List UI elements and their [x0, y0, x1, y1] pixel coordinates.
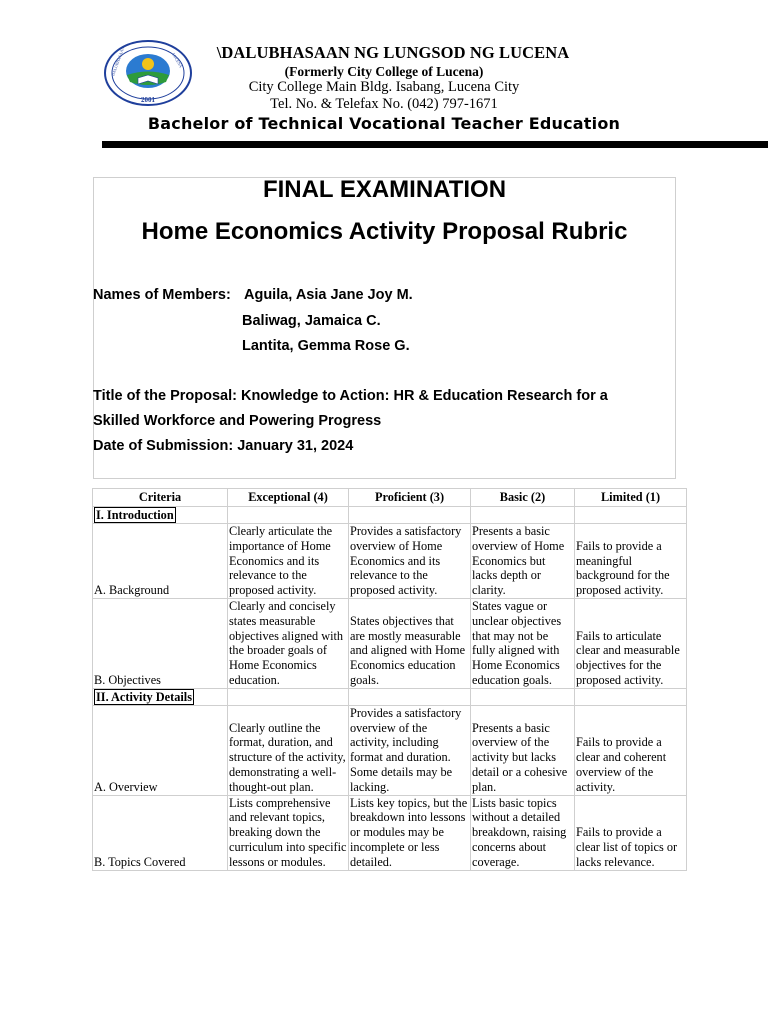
table-row [93, 524, 687, 599]
table-header-row [93, 489, 687, 507]
column-header-exceptional: Exceptional (4) [228, 489, 349, 507]
svg-text:LUCENA: LUCENA [171, 52, 184, 69]
basic-cell: States vague or unclear objectives that may not be fully aligned with Home Economics education goals. [471, 598, 575, 688]
member-name: Lantita, Gemma Rose G. [242, 338, 410, 354]
criteria-cell: A. Background [93, 524, 228, 599]
exceptional-cell: Clearly articulate the importance of Home Economics and its relevance to the proposed activity. [228, 524, 349, 599]
table-row [93, 795, 687, 870]
basic-cell: Lists basic topics without a detailed breakdown, raising concerns about coverage. [471, 795, 575, 870]
proficient-cell: Provides a satisfactory overview of Home Economics and its relevance to the proposed activity. [349, 524, 471, 599]
header-divider [102, 141, 768, 148]
table-row [93, 598, 687, 688]
address: City College Main Bldg. Isabang, Lucena City [248, 79, 520, 95]
program-name: Bachelor of Technical Vocational Teacher Education [147, 114, 621, 133]
exceptional-cell: Clearly and concisely states measurable objectives aligned with the broader goals of Home Economics education. [228, 598, 349, 688]
rubric-table [92, 488, 687, 871]
criteria-cell: B. Objectives [93, 598, 228, 688]
limited-cell: Fails to articulate clear and measurable objectives for the proposed activity. [575, 598, 687, 688]
column-header-basic: Basic (2) [471, 489, 575, 507]
proposal-title-line-2: Skilled Workforce and Powering Progress [93, 413, 382, 429]
proficient-cell: States objectives that are mostly measurable and aligned with Home Economics education goals. [349, 598, 471, 688]
member-name: Baliwag, Jamaica C. [242, 313, 381, 329]
rubric-title: Home Economics Activity Proposal Rubric [141, 218, 628, 245]
exam-title: FINAL EXAMINATION [262, 176, 507, 203]
criteria-cell: A. Overview [93, 705, 228, 795]
section-heading: II. Activity Details [96, 689, 192, 704]
limited-cell: Fails to provide a clear list of topics or lacks relevance. [575, 795, 687, 870]
column-header-proficient: Proficient (3) [349, 489, 471, 507]
criteria-cell: B. Topics Covered [93, 795, 228, 870]
table-row [93, 705, 687, 795]
basic-cell: Presents a basic overview of Home Economics but lacks depth or clarity. [471, 524, 575, 599]
former-name: (Formerly City College of Lucena) [284, 64, 484, 79]
svg-text:DALUBHASAAN: DALUBHASAAN [110, 46, 126, 77]
limited-cell: Fails to provide a clear and coherent overview of the activity. [575, 705, 687, 795]
section-row [93, 688, 687, 705]
seal-year: 2001 [141, 96, 155, 104]
telephone: Tel. No. & Telefax No. (042) 797-1671 [270, 96, 498, 112]
proficient-cell: Provides a satisfactory overview of the activity, including format and duration. Some details may be lacking. [349, 705, 471, 795]
column-header-criteria: Criteria [93, 489, 228, 507]
institution-name: \DALUBHASAAN NG LUNGSOD NG LUCENA [216, 43, 570, 62]
exceptional-cell: Clearly outline the format, duration, and structure of the activity, demonstrating a well-thought-out plan. [228, 705, 349, 795]
proposal-title-line-1: Title of the Proposal: Knowledge to Action: HR & Education Research for a [93, 388, 608, 404]
date-of-submission: Date of Submission: January 31, 2024 [93, 438, 354, 454]
proficient-cell: Lists key topics, but the breakdown into lessons or modules may be incomplete or less detailed. [349, 795, 471, 870]
section-row [93, 507, 687, 524]
exceptional-cell: Lists comprehensive and relevant topics, breaking down the curriculum into specific lessons or modules. [228, 795, 349, 870]
column-header-limited: Limited (1) [575, 489, 687, 507]
limited-cell: Fails to provide a meaningful background for the proposed activity. [575, 524, 687, 599]
member-name: Aguila, Asia Jane Joy M. [244, 287, 413, 303]
basic-cell: Presents a basic overview of the activity but lacks detail or a cohesive plan. [471, 705, 575, 795]
section-heading: I. Introduction [96, 508, 174, 523]
members-label: Names of Members: [93, 287, 231, 303]
